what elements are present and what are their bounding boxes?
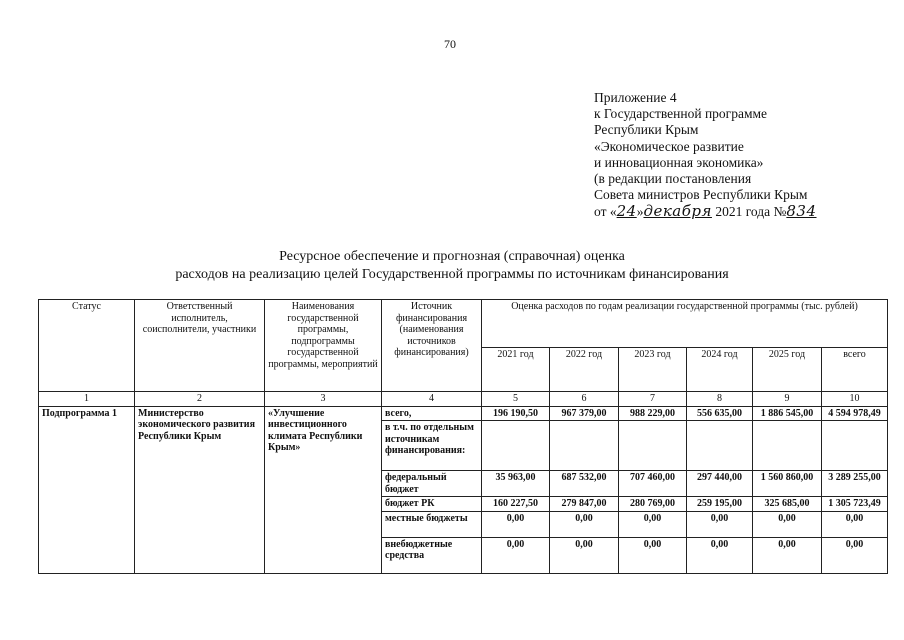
column-number: 1	[39, 392, 135, 407]
value-cell: 988 229,00	[619, 406, 687, 421]
value-cell: 0,00	[753, 537, 822, 573]
value-cell: 1 560 860,00	[753, 471, 822, 497]
header-source: Источник финансирования (наименования источников финансирования)	[382, 300, 482, 392]
value-cell: 1 886 545,00	[753, 406, 822, 421]
value-cell: 0,00	[482, 537, 550, 573]
title-line-1: Ресурсное обеспечение и прогнозная (справочная) оценка	[279, 249, 625, 264]
column-number: 2	[135, 392, 265, 407]
value-cell: 1 305 723,49	[822, 497, 888, 512]
value-cell	[822, 421, 888, 471]
date-prefix: от «	[594, 204, 617, 220]
header-year: 2022 год	[550, 348, 619, 392]
subprogram-name: «Улучшение инвестиционного климата Республики Крым»	[265, 406, 382, 573]
header-status: Статус	[39, 300, 135, 392]
date-year: 2021 года №	[711, 204, 787, 220]
value-cell: 0,00	[687, 511, 753, 537]
value-cell: 0,00	[822, 511, 888, 537]
column-number: 4	[382, 392, 482, 407]
column-number: 8	[687, 392, 753, 407]
header-year: 2025 год	[753, 348, 822, 392]
source-cell: всего,	[382, 406, 482, 421]
appendix-line: Республики Крым	[594, 122, 699, 138]
date-mid: »	[636, 204, 644, 220]
subprogram-executor: Министерство экономического развития Республики Крым	[135, 406, 265, 573]
appendix-block	[594, 90, 817, 221]
value-cell	[619, 421, 687, 471]
source-cell: внебюджетные средства	[382, 537, 482, 573]
subprogram-status: Подпрограмма 1	[39, 406, 135, 573]
appendix-line: к Государственной программе	[594, 106, 768, 122]
value-cell: 196 190,50	[482, 406, 550, 421]
header-total: всего	[822, 348, 888, 392]
appendix-line: Совета министров Республики Крым	[594, 187, 808, 203]
value-cell: 707 460,00	[619, 471, 687, 497]
value-cell: 0,00	[619, 537, 687, 573]
header-program: Наименования государственной программы, подпрограммы государственной программы, мероприятий	[265, 300, 382, 392]
header-year: 2023 год	[619, 348, 687, 392]
page-number: 70	[444, 37, 456, 51]
source-cell: местные бюджеты	[382, 511, 482, 537]
appendix-date-line	[594, 203, 817, 220]
source-cell: бюджет РК	[382, 497, 482, 512]
appendix-line: (в редакции постановления	[594, 171, 752, 187]
value-cell: 0,00	[550, 537, 619, 573]
value-cell: 160 227,50	[482, 497, 550, 512]
decree-number-handwritten: 834	[786, 202, 817, 221]
header-estimate: Оценка расходов по годам реализации государственной программы (тыс. рублей)	[482, 300, 888, 348]
appendix-line: Приложение 4	[594, 90, 677, 105]
column-number: 5	[482, 392, 550, 407]
value-cell: 0,00	[687, 537, 753, 573]
column-number: 10	[822, 392, 888, 407]
title-line-2: расходов на реализацию целей Государственной программы по источникам финансирования	[175, 267, 729, 282]
value-cell: 259 195,00	[687, 497, 753, 512]
value-cell: 325 685,00	[753, 497, 822, 512]
source-cell: федеральный бюджет	[382, 471, 482, 497]
value-cell	[753, 421, 822, 471]
column-number: 6	[550, 392, 619, 407]
date-day-handwritten: 24	[616, 202, 637, 221]
value-cell: 0,00	[482, 511, 550, 537]
date-month-handwritten: декабря	[643, 202, 712, 221]
value-cell: 967 379,00	[550, 406, 619, 421]
value-cell	[482, 421, 550, 471]
header-year: 2024 год	[687, 348, 753, 392]
header-year: 2021 год	[482, 348, 550, 392]
value-cell: 279 847,00	[550, 497, 619, 512]
value-cell: 4 594 978,49	[822, 406, 888, 421]
resource-table	[38, 299, 888, 574]
column-number: 9	[753, 392, 822, 407]
value-cell	[550, 421, 619, 471]
value-cell: 556 635,00	[687, 406, 753, 421]
value-cell	[687, 421, 753, 471]
column-number: 7	[619, 392, 687, 407]
value-cell: 297 440,00	[687, 471, 753, 497]
value-cell: 0,00	[619, 511, 687, 537]
value-cell: 35 963,00	[482, 471, 550, 497]
table-row	[39, 406, 888, 421]
header-executor: Ответственный исполнитель, соисполнители, участники	[135, 300, 265, 392]
value-cell: 0,00	[822, 537, 888, 573]
appendix-line: и инновационная экономика»	[594, 154, 764, 170]
value-cell: 0,00	[550, 511, 619, 537]
value-cell: 0,00	[753, 511, 822, 537]
value-cell: 280 769,00	[619, 497, 687, 512]
value-cell: 687 532,00	[550, 471, 619, 497]
appendix-line: «Экономическое развитие	[594, 138, 744, 154]
value-cell: 3 289 255,00	[822, 471, 888, 497]
document-title	[0, 248, 904, 284]
source-cell: в т.ч. по отдельным источникам финансирования:	[382, 421, 482, 471]
column-number: 3	[265, 392, 382, 407]
